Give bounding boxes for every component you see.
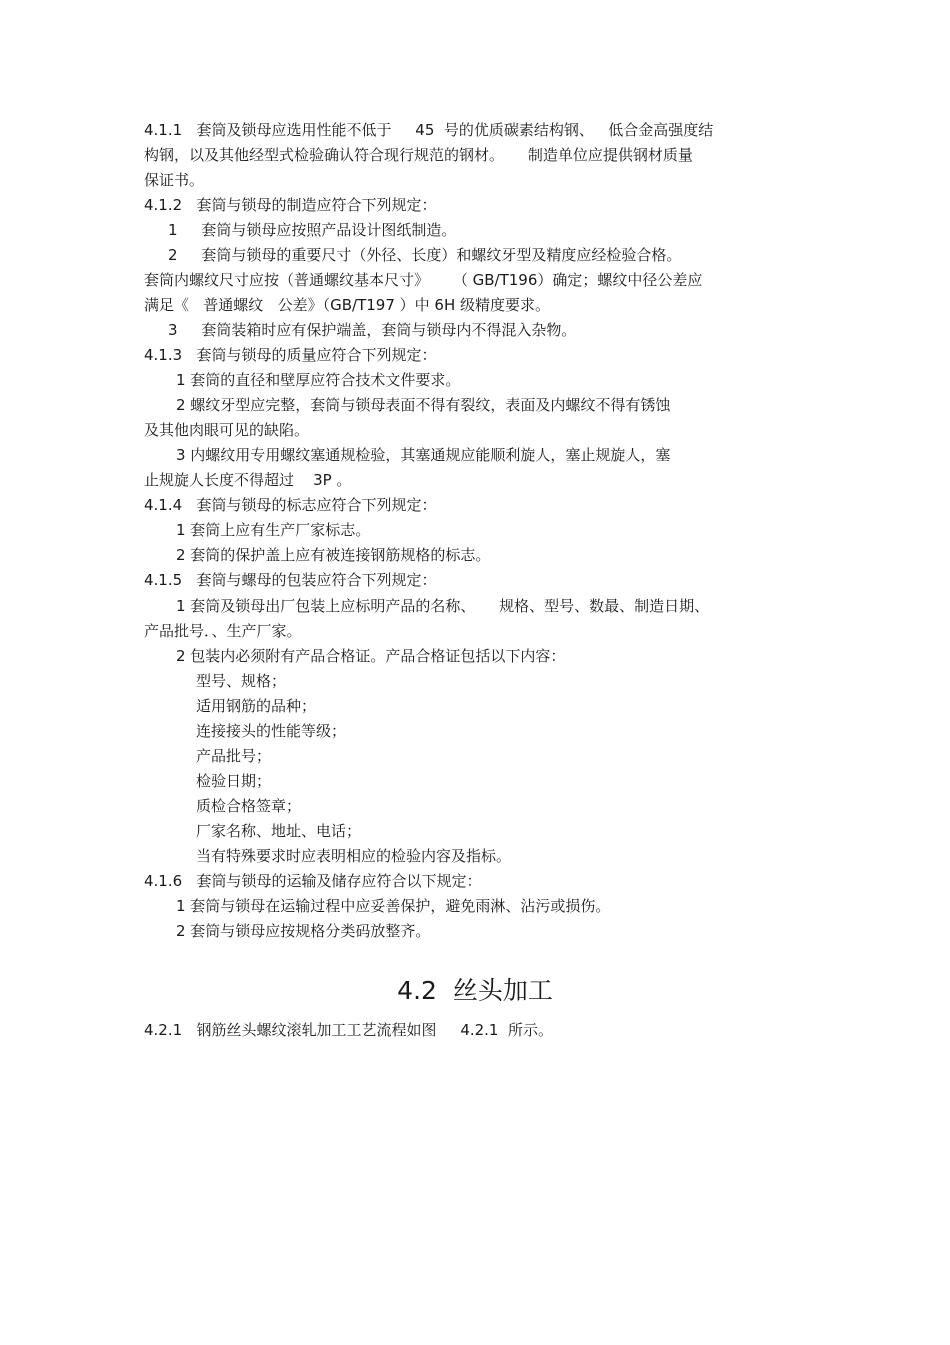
clause-4-1-3-item-2-cont: 及其他肉眼可见的缺陷。 [144, 421, 310, 439]
clause-4-1-2-item-2: 2 套筒与锁母的重要尺寸（外径、长度）和螺纹牙型及精度应经检验合格。 [168, 246, 682, 264]
certificate-content-item: 型号、规格； [196, 672, 287, 690]
clause-4-1-3-item-3: 3 内螺纹用专用螺纹塞通规检验，其塞通规应能顺利旋人，塞止规旋人，塞 [176, 446, 671, 464]
clause-4-1-3-item-2: 2 螺纹牙型应完整，套筒与锁母表面不得有裂纹，表面及内螺纹不得有锈蚀 [176, 396, 671, 414]
clause-4-1-5-item-1-cont: 产品批号．、生产厂家。 [144, 622, 302, 640]
clause-4-1-1-line-1: 4.1.1 套筒及锁母应选用性能不低于 45 号的优质碳素结构钢、 低合金高强度结 [144, 121, 714, 139]
clause-4-1-5-item-2: 2 包装内必须附有产品合格证。产品合格证包括以下内容： [176, 647, 566, 665]
certificate-content-item: 检验日期； [196, 772, 272, 790]
clause-4-1-2-item-2-cont-1: 套筒内螺纹尺寸应按（普通螺纹基本尺寸》 （ GB/T196）确定；螺纹中径公差应 [144, 271, 703, 289]
certificate-content-item: 质检合格签章； [196, 797, 302, 815]
section-heading-4-2: 4.2 丝头加工 [397, 976, 553, 1005]
certificate-content-item: 当有特殊要求时应表明相应的检验内容及指标。 [196, 847, 512, 865]
certificate-content-item: 适用钢筋的品种； [196, 697, 317, 715]
clause-4-1-6-item-1: 1 套筒与锁母在运输过程中应妥善保护，避免雨淋、沾污或损伤。 [176, 897, 611, 915]
clause-4-1-5-item-1: 1 套筒及锁母出厂包装上应标明产品的名称、 规格、型号、数最、制造日期、 [176, 597, 710, 615]
clause-4-1-1-line-2: 构钢，以及其他经型式检验确认符合现行规范的钢材。 制造单位应提供钢材质量 [144, 146, 693, 164]
clause-4-1-4-item-1: 1 套筒上应有生产厂家标志。 [176, 521, 371, 539]
certificate-content-item: 产品批号； [196, 747, 272, 765]
clause-4-1-5-title: 4.1.5 套筒与螺母的包装应符合下列规定： [144, 571, 437, 589]
clause-4-1-6-item-2: 2 套筒与锁母应按规格分类码放整齐。 [176, 922, 431, 940]
clause-4-2-1: 4.2.1 钢筋丝头螺纹滚轧加工工艺流程如图 4.2.1 所示。 [144, 1021, 554, 1039]
clause-4-1-2-item-3: 3 套筒装箱时应有保护端盖，套筒与锁母内不得混入杂物。 [168, 321, 577, 339]
certificate-content-item: 连接接头的性能等级； [196, 722, 347, 740]
clause-4-1-2-item-2-cont-2: 满足《 普通螺纹 公差》（GB/T197 ）中 6H 级精度要求。 [144, 296, 550, 314]
clause-4-1-4-item-2: 2 套筒的保护盖上应有被连接钢筋规格的标志。 [176, 546, 491, 564]
clause-4-1-3-item-1: 1 套筒的直径和壁厚应符合技术文件要求。 [176, 371, 461, 389]
clause-4-1-2-item-1: 1 套筒与锁母应按照产品设计图纸制造。 [168, 221, 457, 239]
clause-4-1-6-title: 4.1.6 套筒与锁母的运输及储存应符合以下规定： [144, 872, 482, 890]
certificate-content-item: 厂家名称、地址、电话； [196, 822, 362, 840]
clause-4-1-4-title: 4.1.4 套筒与锁母的标志应符合下列规定： [144, 496, 437, 514]
clause-4-1-2-title: 4.1.2 套筒与锁母的制造应符合下列规定： [144, 196, 437, 214]
clause-4-1-3-item-3-cont: 止规旋人长度不得超过 3P 。 [144, 471, 352, 489]
clause-4-1-3-title: 4.1.3 套筒与锁母的质量应符合下列规定： [144, 346, 437, 364]
clause-4-1-1-line-3: 保证书。 [144, 171, 205, 189]
